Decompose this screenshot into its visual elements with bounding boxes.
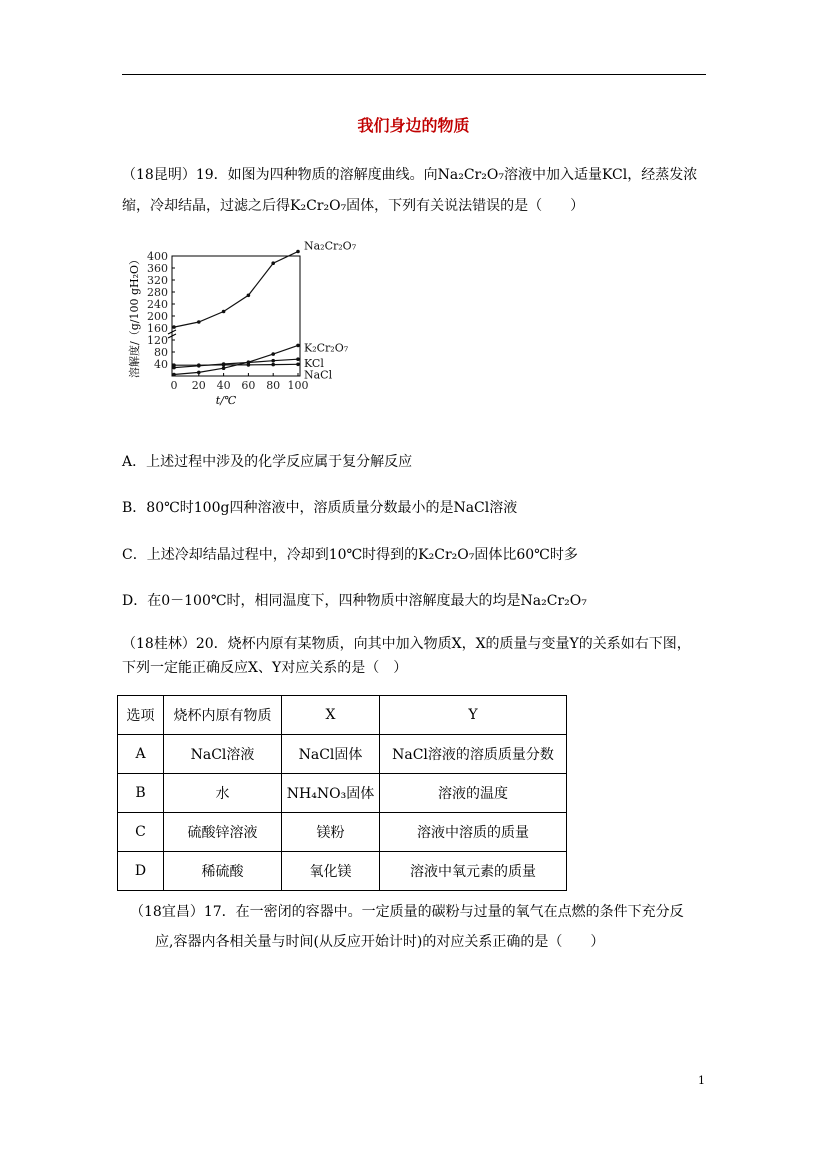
series-label: NaCl — [304, 368, 333, 382]
y-tick-label: 200 — [147, 310, 168, 323]
table-cell: 溶液中氧元素的质量 — [380, 852, 567, 891]
data-point — [271, 363, 275, 367]
x-axis-label: t/℃ — [215, 394, 237, 407]
x-tick-label: 100 — [287, 379, 309, 392]
table-row — [118, 813, 567, 852]
table-cell: NaCl溶液的溶质质量分数 — [380, 735, 567, 774]
q17-stem-line1: （18宜昌）17．在一密闭的容器中。一定质量的碳粉与过量的氧气在点燃的条件下充分反 — [130, 904, 684, 920]
data-point — [271, 352, 275, 356]
y-tick-label: 80 — [154, 346, 168, 359]
data-point — [172, 325, 176, 329]
plot-frame — [172, 256, 300, 376]
data-point — [222, 366, 226, 370]
table-cell: 硫酸锌溶液 — [164, 813, 282, 852]
page-number: 1 — [698, 1074, 705, 1087]
data-point — [296, 250, 300, 254]
table-cell: 镁粉 — [282, 813, 380, 852]
data-point — [222, 310, 226, 314]
table-header-cell: 烧杯内原有物质 — [164, 696, 282, 735]
data-point — [172, 373, 176, 377]
y-tick-label: 280 — [147, 286, 168, 299]
series-label: K₂Cr₂O₇ — [304, 341, 349, 355]
q19-option-a: A．上述过程中涉及的化学反应属于复分解反应 — [122, 454, 413, 470]
data-point — [271, 359, 275, 363]
data-point — [296, 363, 300, 367]
data-point — [296, 344, 300, 348]
table-cell: 稀硫酸 — [164, 852, 282, 891]
data-point — [247, 294, 251, 298]
q19-option-d: D．在0－100℃时，相同温度下，四种物质中溶解度最大的均是Na₂Cr₂O₇ — [122, 593, 587, 609]
series-line — [174, 359, 298, 367]
series-label: Na₂Cr₂O₇ — [304, 239, 357, 253]
y-tick-label: 240 — [147, 298, 168, 311]
q19-option-c: C．上述冷却结晶过程中，冷却到10℃时得到的K₂Cr₂O₇固体比60℃时多 — [122, 547, 578, 563]
table-header-cell: 选项 — [118, 696, 164, 735]
header-rule — [122, 74, 706, 75]
series-label: KCl — [304, 357, 324, 371]
table-row — [118, 852, 567, 891]
y-tick-label: 120 — [147, 334, 168, 347]
table-cell: B — [118, 774, 164, 813]
q20-stem-line1: （18桂林）20．烧杯内原有某物质，向其中加入物质X，X的质量与变量Y的关系如右下图， — [122, 636, 691, 652]
y-tick-label: 400 — [147, 250, 168, 263]
series-line — [174, 364, 298, 365]
table-cell: NH₄NO₃固体 — [282, 774, 380, 813]
y-tick-label: 160 — [147, 322, 168, 335]
table-row — [118, 774, 567, 813]
table-header-cell: Y — [380, 696, 567, 735]
table-cell: NaCl溶液 — [164, 735, 282, 774]
q19-option-b: B．80℃时100g四种溶液中，溶质质量分数最小的是NaCl溶液 — [122, 500, 518, 516]
table-row — [118, 735, 567, 774]
q17-stem-line2: 应,容器内各相关量与时间(从反应开始计时)的对应关系正确的是（ ） — [155, 934, 605, 950]
q20-stem-line2: 下列一定能正确反应X、Y对应关系的是（ ） — [122, 660, 408, 676]
series-line — [174, 252, 298, 328]
table-header-cell: X — [282, 696, 380, 735]
table-cell: 水 — [164, 774, 282, 813]
page-title: 我们身边的物质 — [357, 116, 470, 135]
data-point — [247, 363, 251, 367]
data-point — [296, 357, 300, 361]
table-cell: A — [118, 735, 164, 774]
x-tick-label: 60 — [241, 379, 256, 392]
data-point — [197, 363, 201, 367]
data-point — [222, 363, 226, 367]
table-cell: D — [118, 852, 164, 891]
table-cell: 溶液的温度 — [380, 774, 567, 813]
q19-stem-line1: （18昆明）19．如图为四种物质的溶解度曲线。向Na₂Cr₂O₇溶液中加入适量KCl，经蒸发浓 — [122, 167, 698, 183]
table-cell: 溶液中溶质的质量 — [380, 813, 567, 852]
x-tick-label: 80 — [266, 379, 281, 392]
table-header-row — [118, 696, 567, 735]
data-point — [271, 261, 275, 265]
q19-stem-line2: 缩，冷却结晶，过滤之后得K₂Cr₂O₇固体，下列有关说法错误的是（ ） — [122, 198, 585, 214]
y-tick-label: 320 — [147, 274, 168, 287]
data-point — [197, 371, 201, 375]
x-tick-label: 20 — [191, 379, 206, 392]
y-axis-label: 溶解度/（g/100 gH₂O） — [128, 253, 141, 379]
solubility-chart — [126, 238, 376, 418]
table-cell: NaCl固体 — [282, 735, 380, 774]
x-tick-label: 0 — [170, 379, 178, 392]
data-point — [172, 363, 176, 367]
table-cell: 氧化镁 — [282, 852, 380, 891]
table-cell: C — [118, 813, 164, 852]
data-point — [197, 320, 201, 324]
y-tick-label: 40 — [154, 358, 168, 371]
x-tick-label: 40 — [216, 379, 231, 392]
q20-options-table — [117, 695, 567, 891]
y-tick-label: 360 — [147, 262, 168, 275]
